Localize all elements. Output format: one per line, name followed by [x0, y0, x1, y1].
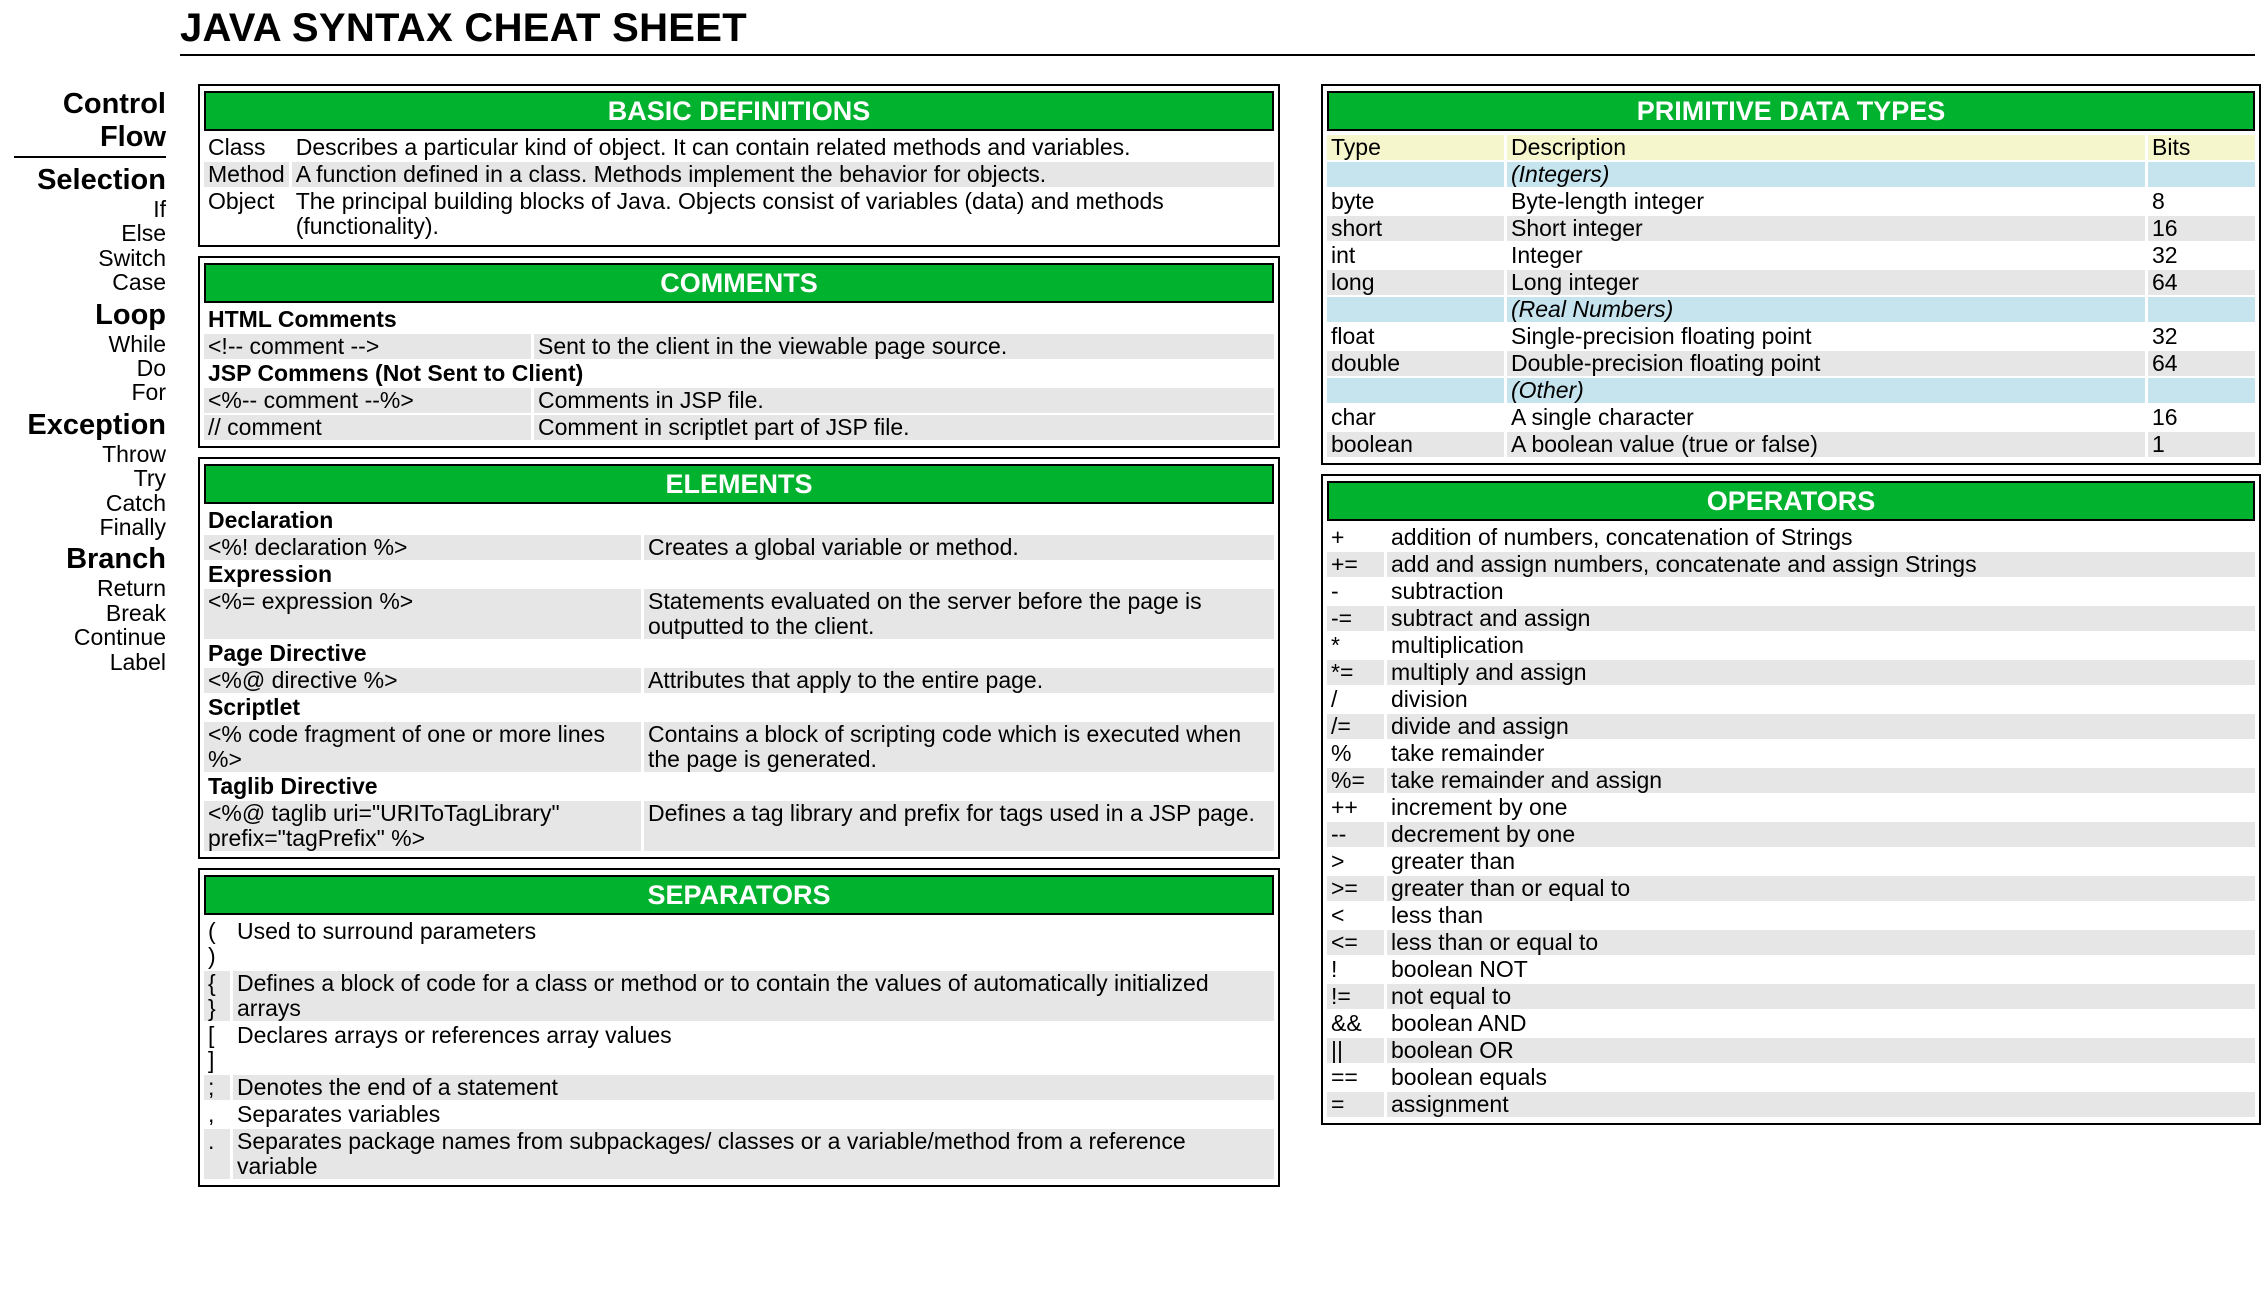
comments-subheading-row — [204, 307, 1274, 332]
right-column — [1321, 84, 2261, 1134]
operator-symbol: ! — [1327, 957, 1387, 982]
type-row — [1327, 405, 2255, 430]
operator-row — [1327, 984, 2255, 1009]
basic-definitions-table — [204, 133, 1274, 241]
operator-description: subtract and assign — [1387, 606, 2255, 631]
definition-term: Class — [204, 135, 292, 160]
type-bits: 64 — [2148, 270, 2255, 295]
separator-description: Declares arrays or references array values — [237, 1022, 672, 1048]
control-flow-heading-line1: Control — [62, 88, 166, 120]
left-column — [198, 84, 1280, 1196]
type-row — [1327, 243, 2255, 268]
operator-symbol: || — [1327, 1038, 1387, 1063]
operator-description: multiplication — [1391, 632, 1524, 658]
elements-syntax: <% code fragment of one or more lines %> — [204, 722, 644, 772]
separators-header: SEPARATORS — [204, 875, 1274, 915]
comments-subheading: JSP Commens (Not Sent to Client) — [204, 361, 1274, 386]
type-row — [1327, 216, 2255, 241]
sidebar-item-continue: Continue — [73, 624, 166, 651]
operator-description: greater than or equal to — [1387, 876, 2255, 901]
operator-row — [1327, 633, 2255, 658]
sidebar-item-try: Try — [133, 465, 166, 492]
control-flow-sidebar — [14, 88, 166, 674]
elements-subheading: Taglib Directive — [204, 774, 1274, 799]
operator-symbol: -= — [1327, 606, 1387, 631]
elements-subheading-row — [204, 562, 1274, 587]
primitive-types-table — [1327, 133, 2255, 459]
type-name: boolean — [1327, 432, 1507, 457]
definition-term: Method — [204, 162, 292, 187]
type-bits: 8 — [2152, 188, 2165, 214]
type-name: double — [1327, 351, 1507, 376]
operator-description: not equal to — [1387, 984, 2255, 1009]
types-category-row — [1327, 162, 2255, 187]
operators-section — [1321, 474, 2261, 1125]
page-title: JAVA SYNTAX CHEAT SHEET — [180, 6, 747, 50]
comments-row — [204, 415, 1274, 440]
type-description: Integer — [1507, 243, 2148, 268]
sidebar-item-catch: Catch — [105, 489, 166, 516]
type-name: float — [1327, 324, 1507, 349]
operator-symbol: %= — [1327, 768, 1387, 793]
elements-description: Attributes that apply to the entire page. — [644, 668, 1274, 693]
operator-description: increment by one — [1391, 794, 1568, 820]
comments-header: COMMENTS — [204, 263, 1274, 303]
sidebar-group-exception: Exception — [27, 408, 166, 441]
control-flow-heading — [14, 88, 166, 158]
types-category-blank — [2148, 297, 2255, 322]
elements-syntax: <%= expression %> — [204, 589, 644, 639]
comments-subheading-row — [204, 361, 1274, 386]
separator-row — [204, 1075, 1274, 1100]
separator-row — [204, 1129, 1274, 1179]
operator-row — [1327, 687, 2255, 712]
type-name: int — [1327, 243, 1507, 268]
types-category-blank — [2148, 162, 2255, 187]
operator-description: boolean AND — [1391, 1010, 1527, 1036]
elements-description: Defines a tag library and prefix for tags used in a JSP page. — [644, 801, 1274, 851]
elements-description: Creates a global variable or method. — [644, 535, 1274, 560]
types-header-description: Description — [1507, 135, 2148, 160]
elements-subheading-row — [204, 774, 1274, 799]
separator-row — [204, 919, 1274, 969]
separator-description: Defines a block of code for a class or method or to contain the values of automatically initialized arrays — [233, 971, 1274, 1021]
operator-row — [1327, 768, 2255, 793]
sidebar-groups — [14, 164, 166, 674]
operator-symbol: - — [1327, 579, 1387, 604]
operators-header: OPERATORS — [1327, 481, 2255, 521]
operator-symbol: * — [1327, 633, 1387, 658]
type-description: Double-precision floating point — [1507, 351, 2148, 376]
elements-syntax: <%@ directive %> — [204, 668, 644, 693]
sidebar-item-switch: Switch — [98, 244, 166, 271]
operator-symbol: -- — [1327, 822, 1387, 847]
operator-description: take remainder — [1391, 740, 1545, 766]
elements-subheading: Scriptlet — [204, 695, 1274, 720]
sidebar-item-label: Label — [109, 648, 166, 675]
separator-description: Denotes the end of a statement — [233, 1075, 1274, 1100]
types-header-row — [1327, 135, 2255, 160]
operator-row — [1327, 714, 2255, 739]
comments-row — [204, 334, 1274, 359]
operator-row — [1327, 930, 2255, 955]
elements-subheading-row — [204, 508, 1274, 533]
comments-syntax: // comment — [204, 415, 534, 440]
operator-symbol: + — [1327, 525, 1387, 550]
operator-symbol: += — [1327, 552, 1387, 577]
sidebar-item-else: Else — [121, 220, 166, 247]
elements-table — [204, 506, 1274, 853]
operator-row — [1327, 903, 2255, 928]
types-category-blank — [1327, 378, 1507, 403]
operator-row — [1327, 876, 2255, 901]
operator-symbol: ++ — [1327, 795, 1387, 820]
operator-description: decrement by one — [1387, 822, 2255, 847]
types-category-label: (Integers) — [1507, 162, 2148, 187]
type-bits: 16 — [2148, 216, 2255, 241]
operator-row — [1327, 1065, 2255, 1090]
type-description: Byte-length integer — [1507, 189, 2148, 214]
elements-subheading: Declaration — [204, 508, 1274, 533]
elements-syntax: <%! declaration %> — [204, 535, 644, 560]
definition-row — [204, 189, 1274, 239]
separator-description: Used to surround parameters — [237, 918, 537, 944]
elements-row — [204, 722, 1274, 772]
operator-symbol: != — [1327, 984, 1387, 1009]
types-header-type: Type — [1327, 135, 1507, 160]
operator-description: less than or equal to — [1387, 930, 2255, 955]
operator-row — [1327, 957, 2255, 982]
types-category-label: (Real Numbers) — [1507, 297, 2148, 322]
separator-symbol: ; — [204, 1075, 233, 1100]
types-category-blank — [1327, 162, 1507, 187]
elements-row — [204, 535, 1274, 560]
type-row — [1327, 324, 2255, 349]
sidebar-item-finally: Finally — [99, 514, 166, 541]
type-bits: 32 — [2152, 242, 2178, 268]
operator-row — [1327, 822, 2255, 847]
separators-section — [198, 868, 1280, 1187]
definition-row — [204, 162, 1274, 187]
operator-row — [1327, 579, 2255, 604]
operator-description: division — [1391, 686, 1468, 712]
basic-definitions-header: BASIC DEFINITIONS — [204, 91, 1274, 131]
definition-description: Describes a particular kind of object. It can contain related methods and variables. — [295, 134, 1131, 160]
primitive-types-header: PRIMITIVE DATA TYPES — [1327, 91, 2255, 131]
comments-description: Comments in JSP file. — [534, 388, 1274, 413]
type-description: A boolean value (true or false) — [1507, 432, 2148, 457]
separators-table — [204, 917, 1274, 1181]
comments-syntax: <%-- comment --%> — [204, 388, 534, 413]
operator-row — [1327, 1092, 2255, 1117]
operator-description: add and assign numbers, concatenate and assign Strings — [1387, 552, 2255, 577]
operator-symbol: % — [1327, 741, 1387, 766]
type-bits: 64 — [2148, 351, 2255, 376]
sidebar-group-loop: Loop — [95, 298, 166, 331]
type-bits: 32 — [2152, 323, 2178, 349]
definition-row — [204, 135, 1274, 160]
operator-symbol: == — [1327, 1065, 1387, 1090]
operator-description: boolean equals — [1391, 1064, 1548, 1090]
definition-term: Object — [204, 189, 292, 239]
operator-row — [1327, 552, 2255, 577]
sidebar-item-for: For — [131, 379, 166, 406]
elements-subheading-row — [204, 641, 1274, 666]
elements-subheading-row — [204, 695, 1274, 720]
comments-subheading: HTML Comments — [204, 307, 1274, 332]
comments-row — [204, 388, 1274, 413]
elements-row — [204, 668, 1274, 693]
elements-description: Statements evaluated on the server before the page is outputted to the client. — [644, 589, 1274, 639]
operator-row — [1327, 741, 2255, 766]
operator-description: subtraction — [1391, 578, 1504, 604]
type-description: A single character — [1507, 405, 2148, 430]
operator-row — [1327, 849, 2255, 874]
type-description: Single-precision floating point — [1507, 324, 2148, 349]
elements-syntax: <%@ taglib uri="URIToTagLibrary" prefix="tagPrefix" %> — [204, 801, 644, 851]
operator-description: take remainder and assign — [1387, 768, 2255, 793]
operator-description: less than — [1391, 902, 1484, 928]
sidebar-item-if: If — [153, 196, 166, 222]
separator-description: Separates variables — [237, 1101, 441, 1127]
type-name: byte — [1327, 189, 1507, 214]
primitive-types-section — [1321, 84, 2261, 465]
type-description: Long integer — [1507, 270, 2148, 295]
operator-symbol: > — [1327, 849, 1387, 874]
separator-symbol: { } — [204, 971, 233, 1021]
type-row — [1327, 351, 2255, 376]
title-underline — [180, 54, 2255, 56]
operator-symbol: / — [1327, 687, 1387, 712]
separator-symbol: ( ) — [204, 919, 233, 969]
definition-description: The principal building blocks of Java. Objects consist of variables (data) and methods (functionality). — [295, 188, 1164, 239]
type-name: short — [1327, 216, 1507, 241]
operator-description: greater than — [1391, 848, 1516, 874]
comments-table — [204, 305, 1274, 442]
separator-row — [204, 1023, 1274, 1073]
operator-description: multiply and assign — [1387, 660, 2255, 685]
operator-description: boolean NOT — [1391, 956, 1528, 982]
operator-row — [1327, 1038, 2255, 1063]
operator-symbol: && — [1327, 1011, 1387, 1036]
separator-row — [204, 1102, 1274, 1127]
operator-row — [1327, 795, 2255, 820]
comments-syntax: <!-- comment --> — [204, 334, 534, 359]
elements-row — [204, 589, 1274, 639]
types-category-blank — [1327, 297, 1507, 322]
definition-description: A function defined in a class. Methods implement the behavior for objects. — [292, 162, 1274, 187]
types-category-row — [1327, 378, 2255, 403]
types-category-row — [1327, 297, 2255, 322]
type-description: Short integer — [1507, 216, 2148, 241]
sidebar-group-selection: Selection — [37, 164, 166, 196]
type-bits: 16 — [2152, 404, 2178, 430]
sidebar-item-break: Break — [105, 599, 166, 626]
sidebar-item-do: Do — [136, 355, 166, 382]
operator-description: addition of numbers, concatenation of Strings — [1391, 524, 1853, 550]
type-row — [1327, 432, 2255, 457]
separator-description: Separates package names from subpackages/ classes or a variable/method from a reference variable — [233, 1129, 1274, 1179]
sidebar-group-branch: Branch — [66, 543, 166, 576]
separator-symbol: . — [204, 1129, 233, 1179]
sidebar-item-return: Return — [96, 575, 166, 602]
control-flow-heading-line2: Flow — [99, 121, 166, 153]
operator-row — [1327, 606, 2255, 631]
operator-row — [1327, 660, 2255, 685]
operator-symbol: /= — [1327, 714, 1387, 739]
operator-description: boolean OR — [1387, 1038, 2255, 1063]
type-name: long — [1327, 270, 1507, 295]
elements-subheading: Page Directive — [204, 641, 1274, 666]
type-row — [1327, 270, 2255, 295]
separator-symbol: , — [204, 1102, 233, 1127]
types-header-bits: Bits — [2148, 135, 2255, 160]
operator-description: divide and assign — [1387, 714, 2255, 739]
comments-description: Sent to the client in the viewable page source. — [534, 334, 1274, 359]
type-name: char — [1327, 405, 1507, 430]
operator-symbol: >= — [1327, 876, 1387, 901]
operator-symbol: < — [1327, 903, 1387, 928]
sidebar-item-throw: Throw — [102, 440, 166, 467]
separator-row — [204, 971, 1274, 1021]
elements-subheading: Expression — [204, 562, 1274, 587]
type-bits: 1 — [2148, 432, 2255, 457]
elements-section — [198, 457, 1280, 859]
operator-symbol: = — [1327, 1092, 1387, 1117]
operators-table — [1327, 523, 2255, 1119]
separator-symbol: [ ] — [204, 1023, 233, 1073]
elements-header: ELEMENTS — [204, 464, 1274, 504]
comments-section — [198, 256, 1280, 448]
type-row — [1327, 189, 2255, 214]
types-category-blank — [2148, 378, 2255, 403]
operator-row — [1327, 525, 2255, 550]
elements-row — [204, 801, 1274, 851]
operator-description: assignment — [1387, 1092, 2255, 1117]
comments-description: Comment in scriptlet part of JSP file. — [534, 415, 1274, 440]
operator-symbol: <= — [1327, 930, 1387, 955]
sidebar-item-while: While — [108, 330, 166, 357]
sidebar-item-case: Case — [112, 269, 166, 296]
elements-description: Contains a block of scripting code which is executed when the page is generated. — [644, 722, 1274, 772]
operator-row — [1327, 1011, 2255, 1036]
operator-symbol: *= — [1327, 660, 1387, 685]
basic-definitions-section — [198, 84, 1280, 247]
types-category-label: (Other) — [1507, 378, 2148, 403]
